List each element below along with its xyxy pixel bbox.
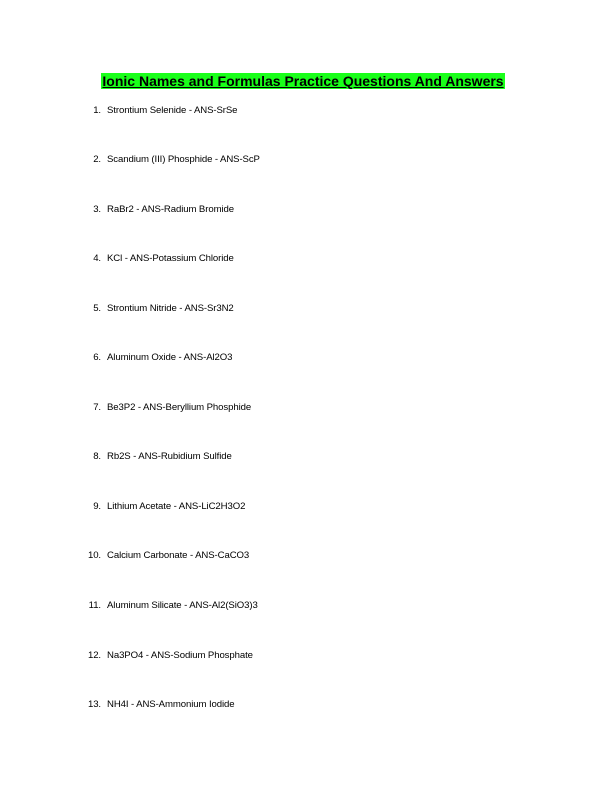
item-text: Scandium (III) Phosphide - ANS-ScP bbox=[107, 154, 260, 165]
item-number: 11. bbox=[88, 600, 101, 611]
item-text: Strontium Nitride - ANS-Sr3N2 bbox=[107, 303, 234, 314]
item-number: 8. bbox=[93, 451, 101, 462]
list-item bbox=[0, 500, 606, 514]
item-number: 4. bbox=[93, 253, 101, 264]
list-item bbox=[0, 252, 606, 266]
item-text: Rb2S - ANS-Rubidium Sulfide bbox=[107, 451, 232, 462]
item-number: 5. bbox=[93, 303, 101, 314]
list-item bbox=[0, 104, 606, 118]
list-item bbox=[0, 351, 606, 365]
item-text: Strontium Selenide - ANS-SrSe bbox=[107, 105, 238, 116]
list-item bbox=[0, 203, 606, 217]
item-number: 3. bbox=[93, 204, 101, 215]
page-title-text: Ionic Names and Formulas Practice Questions And Answers bbox=[102, 73, 504, 89]
list-item bbox=[0, 549, 606, 563]
item-text: NH4I - ANS-Ammonium Iodide bbox=[107, 699, 235, 710]
item-number: 9. bbox=[93, 501, 101, 512]
item-number: 6. bbox=[93, 352, 101, 363]
item-text: RaBr2 - ANS-Radium Bromide bbox=[107, 204, 234, 215]
item-text: Aluminum Silicate - ANS-Al2(SiO3)3 bbox=[107, 600, 258, 611]
item-number: 12. bbox=[87, 650, 101, 661]
item-number: 10. bbox=[87, 550, 101, 561]
list-item bbox=[0, 649, 606, 663]
item-number: 2. bbox=[93, 154, 101, 165]
list-item bbox=[0, 599, 606, 613]
list-item bbox=[0, 153, 606, 167]
list-item bbox=[0, 450, 606, 464]
item-text: Be3P2 - ANS-Beryllium Phosphide bbox=[107, 402, 252, 413]
item-number: 1. bbox=[93, 105, 101, 116]
list-item bbox=[0, 302, 606, 316]
item-number: 13. bbox=[87, 699, 101, 710]
item-text: Calcium Carbonate - ANS-CaCO3 bbox=[107, 550, 250, 561]
item-text: Na3PO4 - ANS-Sodium Phosphate bbox=[107, 650, 253, 661]
item-text: KCl - ANS-Potassium Chloride bbox=[107, 253, 234, 264]
list-item bbox=[0, 698, 606, 712]
item-number: 7. bbox=[93, 402, 101, 413]
list-item bbox=[0, 401, 606, 415]
item-text: Lithium Acetate - ANS-LiC2H3O2 bbox=[107, 501, 246, 512]
item-text: Aluminum Oxide - ANS-Al2O3 bbox=[107, 352, 233, 363]
